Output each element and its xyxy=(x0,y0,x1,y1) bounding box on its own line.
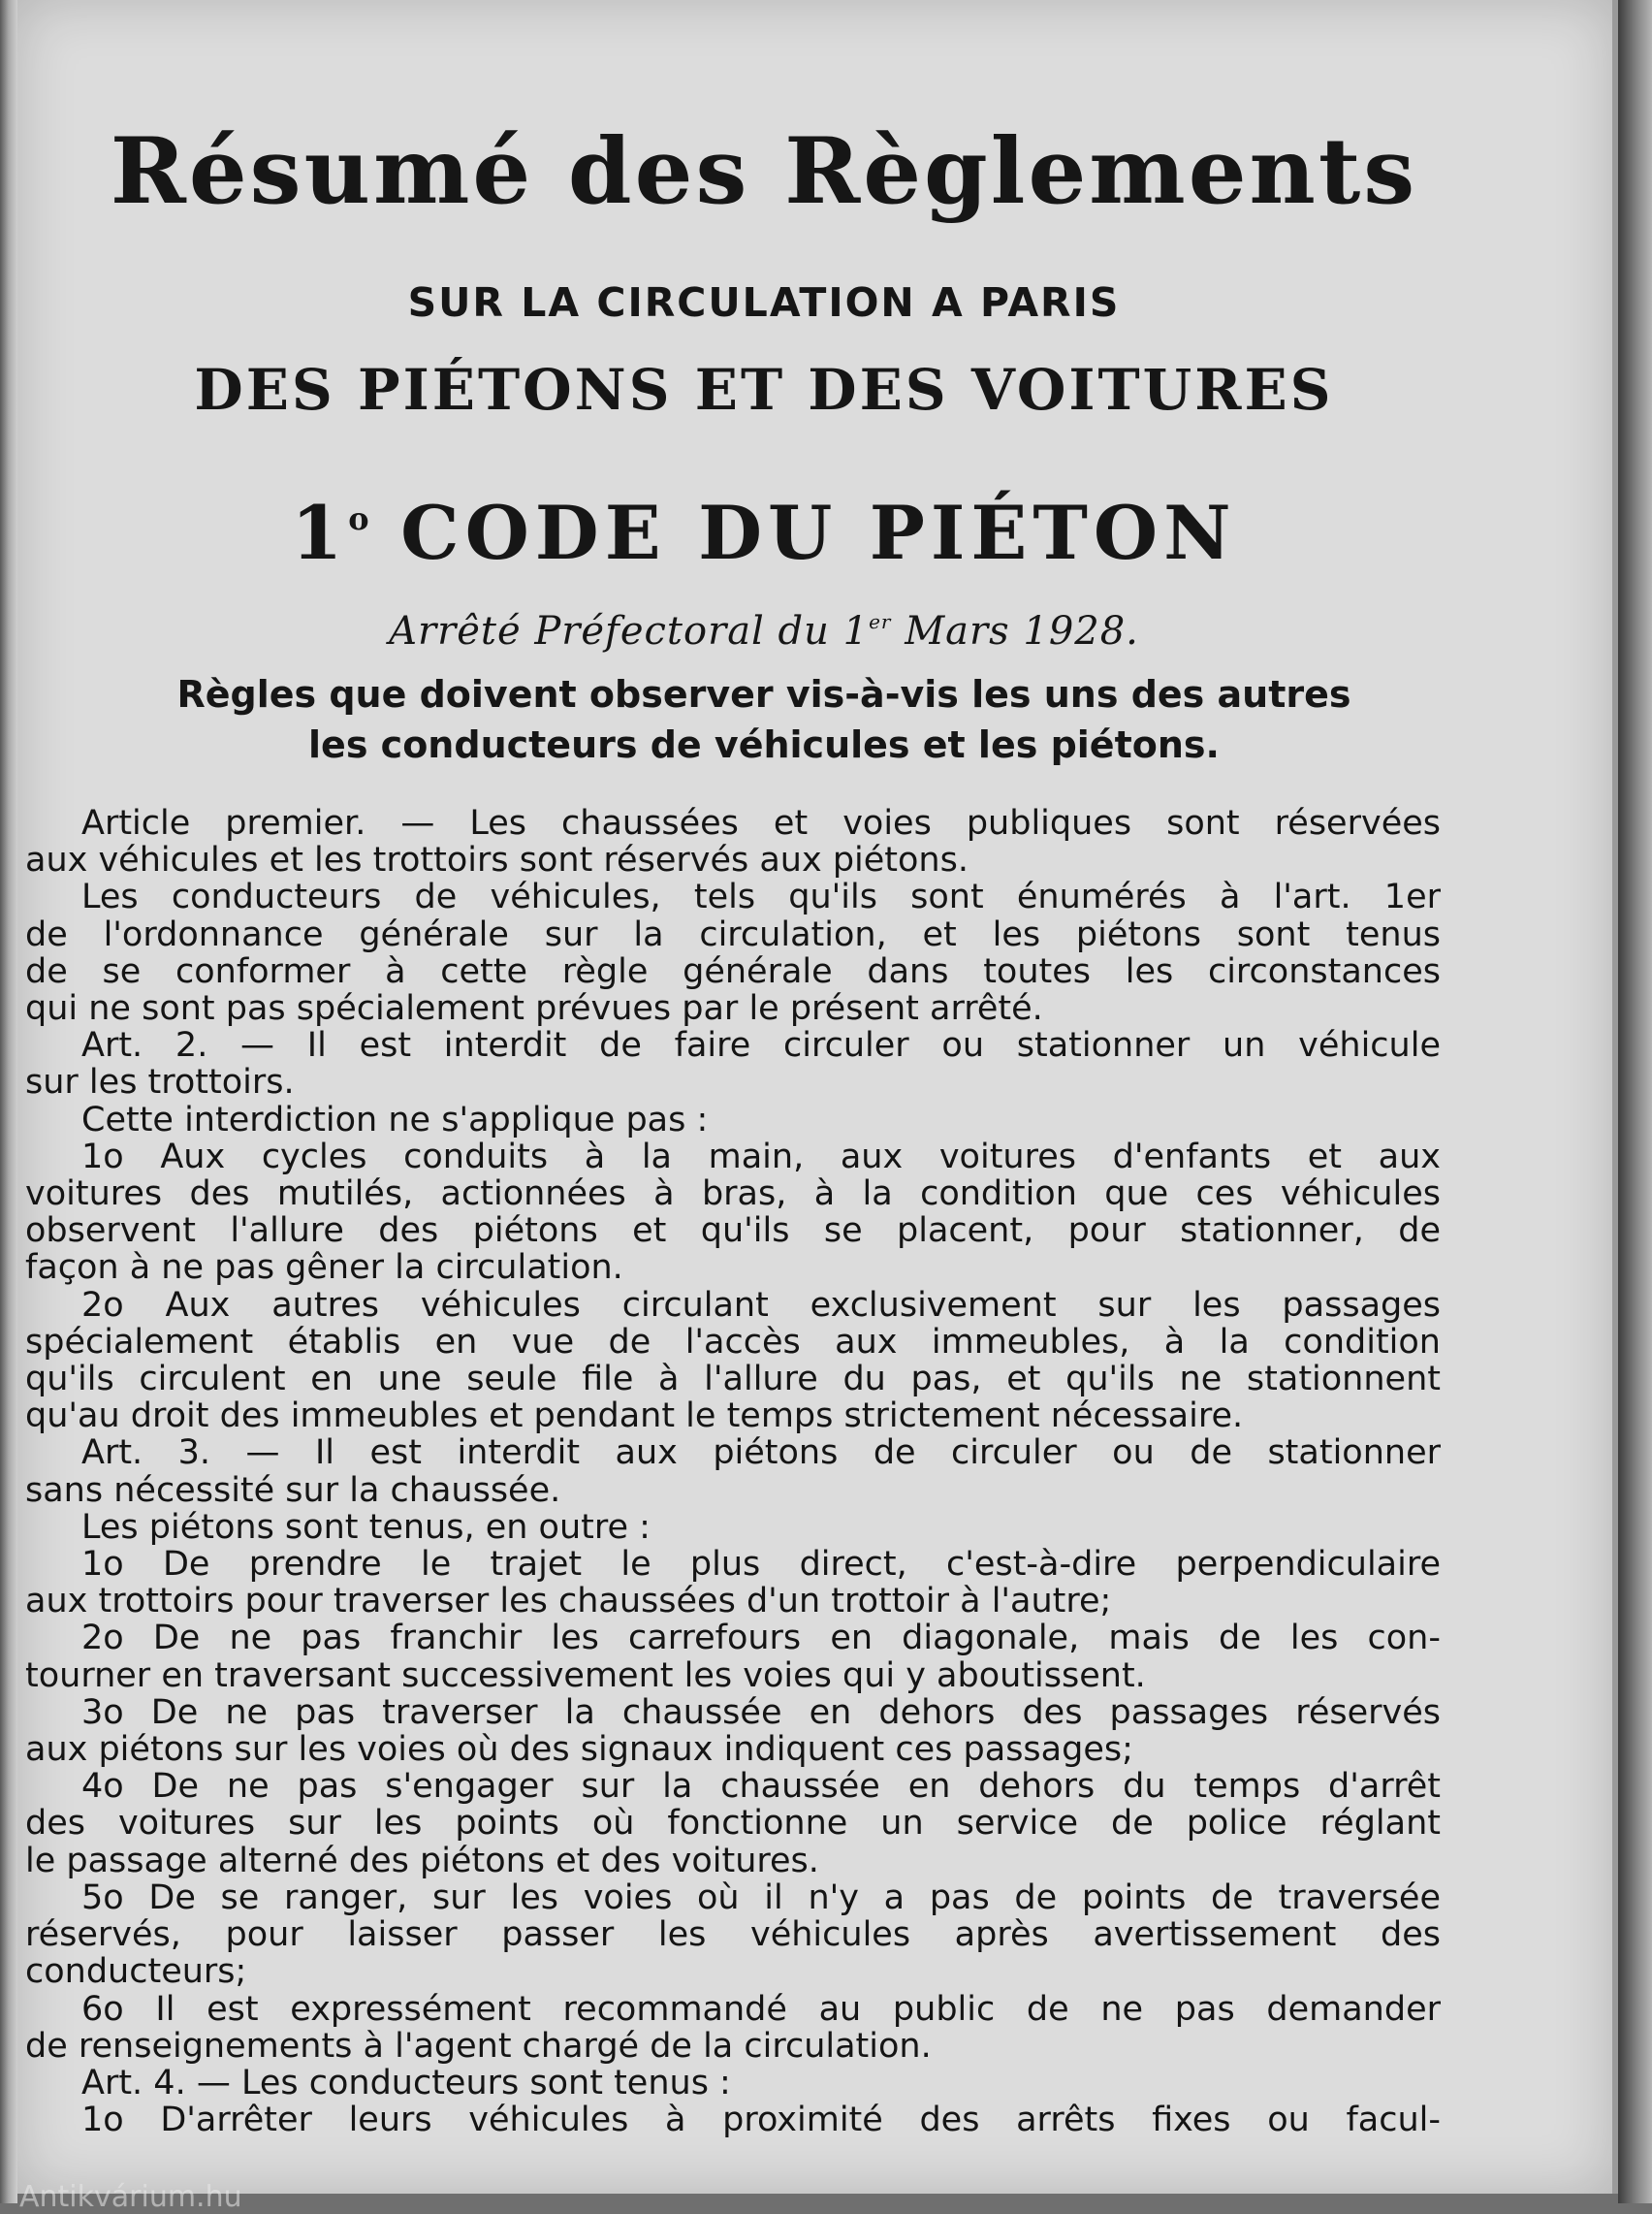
body-text xyxy=(25,805,1441,2138)
watermark: Antikvárium.hu xyxy=(19,2180,242,2214)
body-line: des voitures sur les points où fonctionne un service de police réglant xyxy=(25,1805,1441,1843)
page-title: Résumé des Règlements xyxy=(110,118,1418,225)
body-line: conducteurs; xyxy=(25,1953,247,1991)
body-line: sans nécessité sur la chaussée. xyxy=(25,1471,561,1509)
body-line: spécialement établis en vue de l'accès aux immeubles, à la condition xyxy=(25,1323,1441,1362)
book-binding-edge xyxy=(0,0,17,2203)
body-line: réservés, pour laisser passer les véhicules après avertissement des xyxy=(25,1916,1441,1954)
body-line: aux véhicules et les trottoirs sont réservés aux piétons. xyxy=(25,842,969,880)
document-page xyxy=(17,0,1618,2194)
body-line: Cette interdiction ne s'applique pas : xyxy=(81,1101,709,1139)
body-line: de l'ordonnance générale sur la circulation, et les piétons sont tenus xyxy=(25,915,1441,953)
body-line: Les conducteurs de véhicules, tels qu'ils sont énumérés à l'art. 1er xyxy=(81,879,1441,916)
body-line: Art. 4. — Les conducteurs sont tenus : xyxy=(81,2064,731,2102)
body-line: de se conformer à cette règle générale dans toutes les circonstances xyxy=(25,952,1441,991)
body-line: aux trottoirs pour traverser les chaussées d'un trottoir à l'autre; xyxy=(25,1583,1112,1620)
body-line: Art. 2. — Il est interdit de faire circuler ou stationner un véhicule xyxy=(81,1027,1441,1065)
arrete-sup: er xyxy=(869,610,892,633)
body-line: voitures des mutilés, actionnées à bras, à la condition que ces véhicules xyxy=(25,1175,1441,1213)
arrete-text-pre: Arrêté Préfectoral du 1 xyxy=(389,609,870,654)
body-line: 3o De ne pas traverser la chaussée en dehors des passages réservés xyxy=(81,1693,1441,1732)
rules-line-2: les conducteurs de véhicules et les piétons. xyxy=(308,723,1220,766)
body-line: 5o De se ranger, sur les voies où il n'y a pas de points de traversée xyxy=(81,1878,1441,1917)
body-line: qu'ils circulent en une seule file à l'allure du pas, et qu'ils ne stationnent xyxy=(25,1361,1441,1398)
body-line: Les piétons sont tenus, en outre : xyxy=(81,1508,651,1547)
body-line: 2o De ne pas franchir les carrefours en diagonale, mais de les con- xyxy=(81,1620,1441,1657)
arrete-text-post: Mars 1928. xyxy=(891,609,1139,654)
body-line: de renseignements à l'agent chargé de la circulation. xyxy=(25,2027,932,2065)
section-title: CODE DU PIÉTON xyxy=(400,490,1237,576)
body-line: qui ne sont pas spécialement prévues par le présent arrêté. xyxy=(25,990,1043,1028)
body-line: Article premier. — Les chaussées et voies publiques sont réservées xyxy=(81,805,1441,843)
body-line: 1o D'arrêter leurs véhicules à proximité des arrêts fixes ou facul- xyxy=(81,2102,1441,2139)
body-line: sur les trottoirs. xyxy=(25,1064,295,1102)
rules-line-1: Règles que doivent observer vis-à-vis les uns des autres xyxy=(176,673,1351,716)
body-line: Art. 3. — Il est interdit aux piétons de circuler ou de stationner xyxy=(81,1434,1441,1472)
subtitle-circulation: SUR LA CIRCULATION A PARIS xyxy=(407,279,1121,326)
body-line: 2o Aux autres véhicules circulant exclusivement sur les passages xyxy=(81,1286,1441,1324)
body-line: le passage alterné des piétons et des voitures. xyxy=(25,1842,819,1879)
body-line: façon à ne pas gêner la circulation. xyxy=(25,1249,623,1287)
body-line: 1o De prendre le trajet le plus direct, c'est-à-dire perpendiculaire xyxy=(81,1546,1441,1584)
body-line: tourner en traversant successivement les voies qui y aboutissent. xyxy=(25,1656,1146,1694)
subtitle-pietons-voitures: DES PIÉTONS ET DES VOITURES xyxy=(194,357,1334,423)
rules-intro xyxy=(17,669,1510,770)
body-line: 1o Aux cycles conduits à la main, aux voitures d'enfants et aux xyxy=(81,1138,1441,1176)
body-line: qu'au droit des immeubles et pendant le temps strictement nécessaire. xyxy=(25,1397,1244,1435)
arrete-line xyxy=(17,609,1510,654)
page-edge-shadow xyxy=(1618,0,1652,2203)
body-line: observent l'allure des piétons et qu'ils se placent, pour stationner, de xyxy=(25,1212,1441,1250)
section-number-sup: o xyxy=(348,500,369,537)
section-heading xyxy=(17,490,1510,576)
body-line: 6o Il est expressément recommandé au public de ne pas demander xyxy=(81,1990,1441,2028)
section-number: 1 xyxy=(291,490,349,576)
body-line: 4o De ne pas s'engager sur la chaussée en dehors du temps d'arrêt xyxy=(81,1768,1441,1806)
body-line: aux piétons sur les voies où des signaux indiquent ces passages; xyxy=(25,1731,1133,1769)
